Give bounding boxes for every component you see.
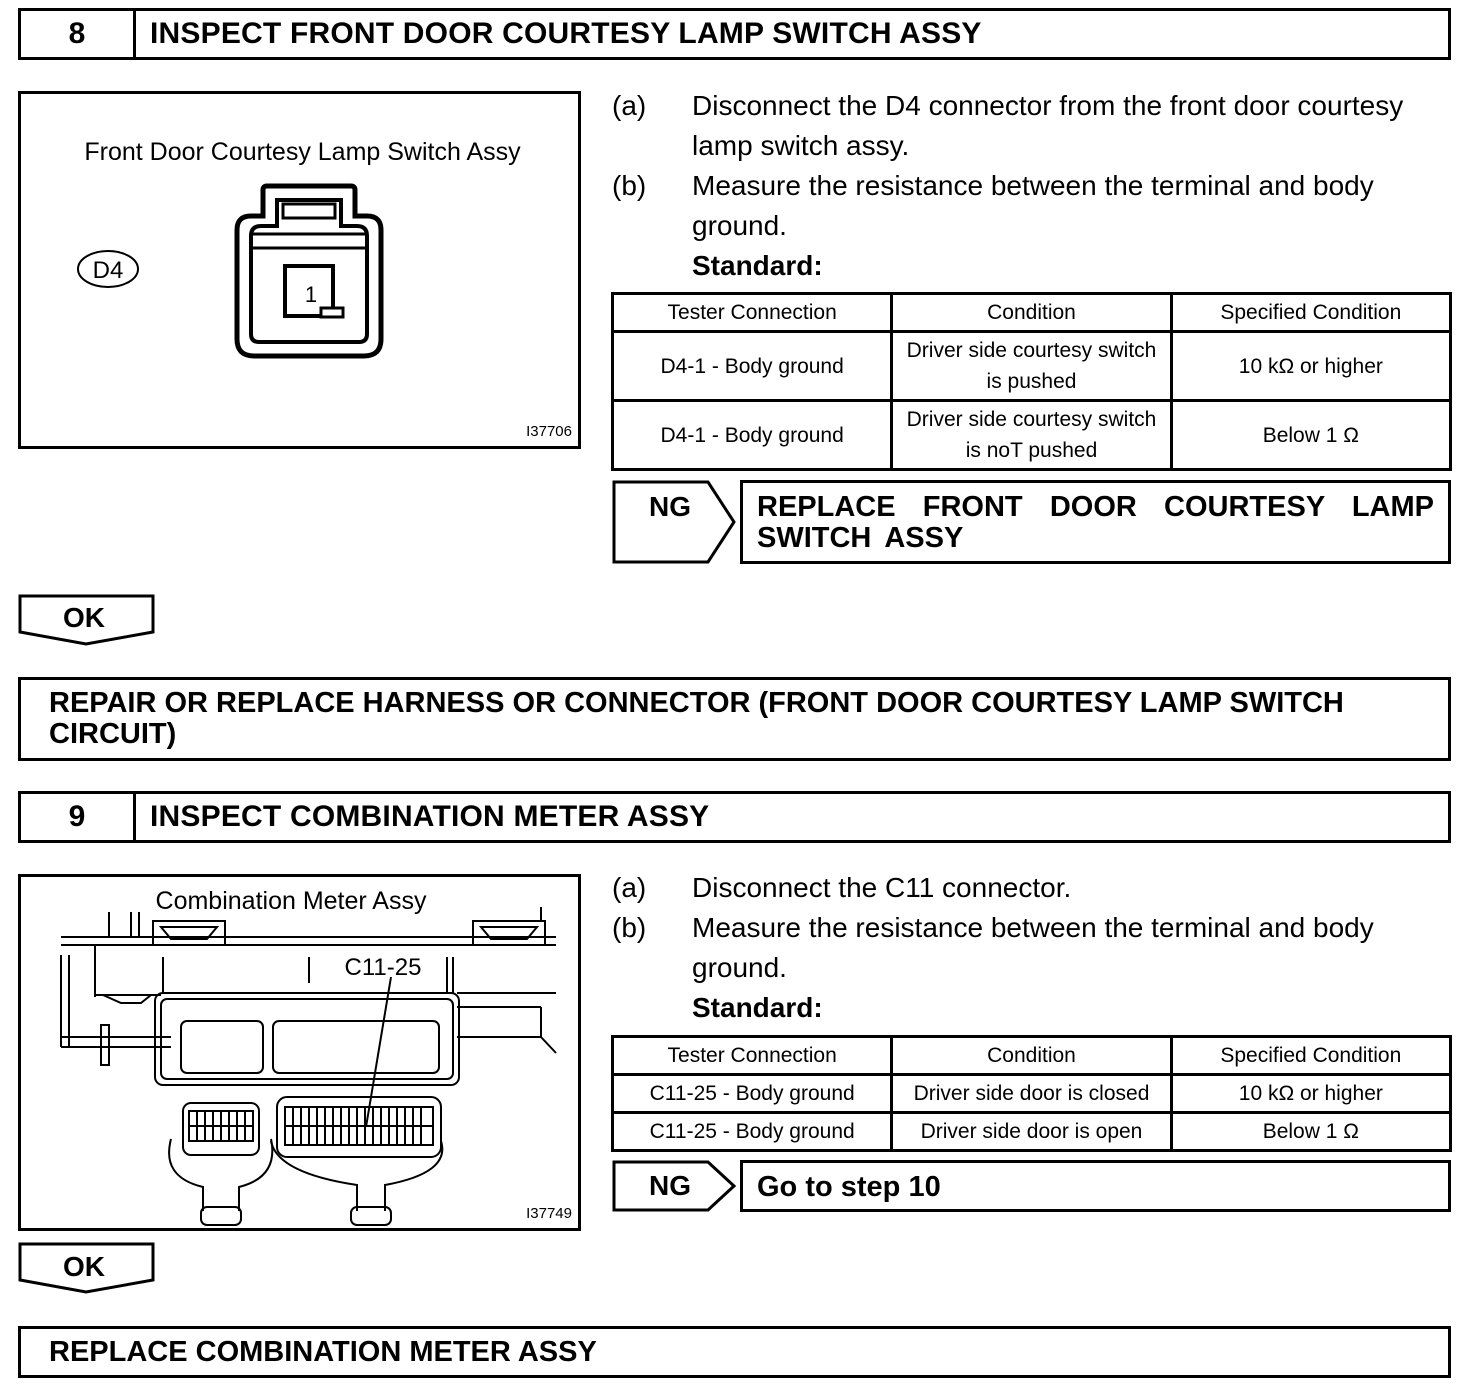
table-cell: D4-1 - Body ground bbox=[613, 332, 892, 401]
terminal-label-c11-25: C11-25 bbox=[344, 954, 422, 981]
table-cell: Driver side door is open bbox=[892, 1113, 1171, 1151]
step8-ng-arrow bbox=[612, 480, 738, 566]
step8-ok-arrow bbox=[18, 594, 156, 646]
terminal-pin bbox=[321, 308, 343, 317]
instruction-b: (b) Measure the resistance between the terminal and body ground. bbox=[612, 912, 1374, 983]
table-cell: 10 kΩ or higher bbox=[1171, 332, 1450, 401]
step8-figure-id: I37706 bbox=[526, 423, 572, 440]
table-header: Specified Condition bbox=[1171, 1037, 1450, 1075]
table-header: Condition bbox=[892, 1037, 1171, 1075]
step8-header bbox=[18, 8, 1451, 60]
table-header: Tester Connection bbox=[613, 1037, 892, 1075]
table-row bbox=[613, 401, 1451, 470]
connector-lock-bar bbox=[251, 234, 367, 248]
table-cell: D4-1 - Body ground bbox=[613, 401, 892, 470]
table-cell: Driver side courtesy switch is pushed bbox=[892, 332, 1171, 401]
step9-figure-id: I37749 bbox=[526, 1205, 572, 1222]
table-header: Specified Condition bbox=[1171, 294, 1450, 332]
ok-label: OK bbox=[63, 1251, 105, 1282]
ng-label: NG bbox=[649, 1170, 691, 1201]
step8-figure-caption: Front Door Courtesy Lamp Switch Assy bbox=[84, 138, 521, 166]
step8-figure bbox=[18, 91, 581, 449]
step9-instructions bbox=[612, 868, 1452, 1028]
step9-figure-caption: Combination Meter Assy bbox=[155, 887, 427, 915]
step8-number: 8 bbox=[21, 11, 136, 57]
standard-label: Standard: bbox=[692, 250, 823, 281]
table-cell: Driver side courtesy switch is noT pushed bbox=[892, 401, 1171, 470]
step8-ng-action: REPLACE FRONT DOOR COURTESY LAMP SWITCH ASSY bbox=[740, 480, 1451, 564]
step9-ok-action: REPLACE COMBINATION METER ASSY bbox=[18, 1326, 1451, 1378]
table-row bbox=[613, 1075, 1451, 1113]
table-header: Condition bbox=[892, 294, 1171, 332]
table-cell: 10 kΩ or higher bbox=[1171, 1075, 1450, 1113]
table-header-row bbox=[613, 294, 1451, 332]
standard-label: Standard: bbox=[692, 992, 823, 1023]
step9-spec-table bbox=[611, 1035, 1452, 1152]
connector-label-d4: D4 bbox=[92, 257, 124, 284]
ok-label: OK bbox=[63, 602, 105, 633]
step9-title: INSPECT COMBINATION METER ASSY bbox=[150, 800, 710, 833]
table-header: Tester Connection bbox=[613, 294, 892, 332]
connector-d4-drawing bbox=[21, 94, 578, 446]
combination-meter-drawing bbox=[21, 877, 578, 1228]
step9-figure bbox=[18, 874, 581, 1231]
connector-outer-shell bbox=[237, 186, 381, 356]
step8-title: INSPECT FRONT DOOR COURTESY LAMP SWITCH ASSY bbox=[150, 17, 982, 50]
instruction-a: (a) Disconnect the D4 connector from the front door courtesy lamp switch assy. bbox=[612, 90, 1404, 161]
step9-header bbox=[18, 791, 1451, 843]
step8-instructions bbox=[612, 86, 1452, 286]
table-row bbox=[613, 1113, 1451, 1151]
table-header-row bbox=[613, 1037, 1451, 1075]
connector-inner-shell bbox=[251, 200, 367, 342]
instruction-a: (a) Disconnect the C11 connector. bbox=[612, 872, 1072, 903]
table-row bbox=[613, 332, 1451, 401]
table-cell: Driver side door is closed bbox=[892, 1075, 1171, 1113]
connector-lock-tab bbox=[283, 204, 335, 218]
step9-ng-arrow bbox=[612, 1160, 738, 1212]
step9-ng-action: Go to step 10 bbox=[740, 1160, 1451, 1212]
table-cell: C11-25 - Body ground bbox=[613, 1075, 892, 1113]
step8-ok-action: REPAIR OR REPLACE HARNESS OR CONNECTOR (FRONT DOOR COURTESY LAMP SWITCH CIRCUIT) bbox=[18, 677, 1451, 761]
step8-spec-table bbox=[611, 292, 1452, 471]
step9-ok-arrow bbox=[18, 1242, 156, 1294]
ng-label: NG bbox=[649, 491, 691, 522]
step9-number: 9 bbox=[21, 794, 136, 840]
table-cell: Below 1 Ω bbox=[1171, 1113, 1450, 1151]
table-cell: Below 1 Ω bbox=[1171, 401, 1450, 470]
table-cell: C11-25 - Body ground bbox=[613, 1113, 892, 1151]
instruction-b: (b) Measure the resistance between the terminal and body ground. bbox=[612, 170, 1374, 241]
pin-number: 1 bbox=[304, 282, 318, 307]
